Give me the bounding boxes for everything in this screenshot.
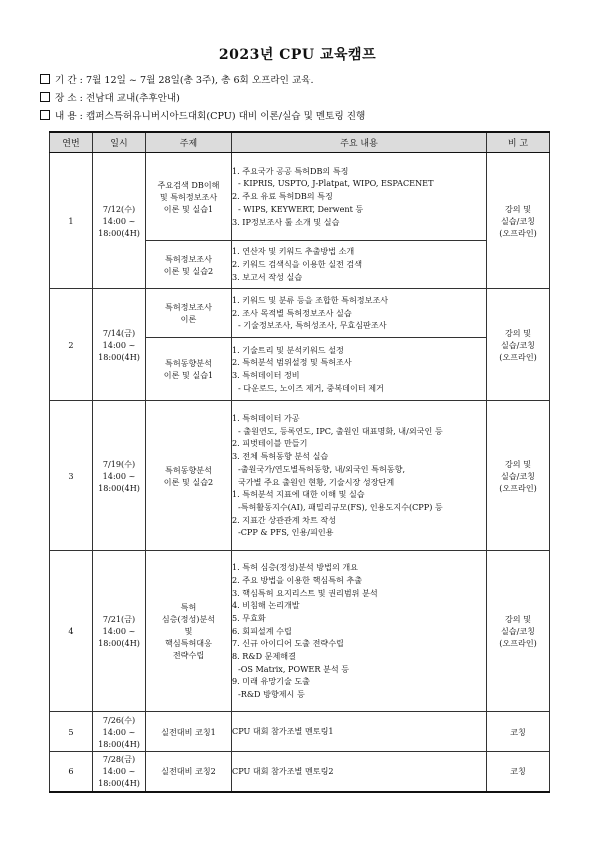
topic-line: 특허동향분석 bbox=[165, 358, 212, 368]
session-number: 1 bbox=[50, 153, 93, 289]
date-line: 7/26(수) bbox=[102, 714, 136, 725]
session-topic bbox=[146, 401, 232, 551]
date-line: 7/14(금) bbox=[102, 327, 136, 338]
content-line: - 기술정보조사, 특허성조사, 무효심판조사 bbox=[238, 320, 387, 331]
date-line: 14:00 ~ bbox=[102, 339, 136, 350]
content-line: 2. 지표간 상관관계 차트 작성 bbox=[232, 514, 337, 525]
content-line: CPU 대회 참가조별 멘토링2 bbox=[232, 765, 334, 776]
topic-line: 및 bbox=[184, 626, 193, 636]
date-line: 14:00 ~ bbox=[102, 766, 136, 777]
content-line: 8. R&D 문제해결 bbox=[232, 651, 296, 662]
content-line: 2. 피벗테이블 만들기 bbox=[232, 438, 308, 449]
content-line: 1. 기술트리 및 분석키워드 설정 bbox=[232, 344, 344, 355]
topic-line: 전략수립 bbox=[172, 650, 205, 660]
content-line: 3. IP정보조사 툴 소개 및 실습 bbox=[232, 216, 340, 227]
session-date bbox=[93, 752, 146, 792]
session-content bbox=[232, 752, 487, 792]
session-content bbox=[232, 289, 487, 338]
session-number: 5 bbox=[50, 712, 93, 752]
topic-line: 특허 bbox=[180, 602, 197, 612]
note-line: 강의 및 bbox=[504, 203, 532, 214]
checkbox-square-icon bbox=[40, 74, 50, 84]
note-line: (오프라인) bbox=[499, 227, 537, 238]
date-line: 7/12(수) bbox=[102, 203, 136, 214]
document-title: 2023년 CPU 교육캠프 bbox=[218, 47, 377, 63]
session-number: 2 bbox=[50, 289, 93, 401]
session-topic bbox=[146, 551, 232, 712]
content-line: 1. 특허분석 지표에 대한 이해 및 실습 bbox=[232, 489, 365, 500]
note-line: 코칭 bbox=[510, 766, 526, 777]
info-label: 기 간 : bbox=[55, 75, 83, 86]
content-line: -특허활동지수(AI), 패밀리규모(FS), 인용도지수(CPP) 등 bbox=[238, 501, 443, 512]
content-line: - WIPS, KEYWERT, Derwent 등 bbox=[238, 203, 364, 214]
date-line: 18:00(4H) bbox=[98, 638, 140, 648]
topic-line: 주요검색 DB이해 bbox=[157, 179, 220, 190]
content-line: -OS Matrix, POWER 분석 등 bbox=[238, 663, 350, 674]
date-line: 14:00 ~ bbox=[102, 726, 136, 737]
content-line: 2. 조사 목적별 특허정보조사 실습 bbox=[232, 307, 352, 318]
content-line: 1. 주요국가 공공 특허DB의 특징 bbox=[232, 165, 349, 176]
session-content bbox=[232, 241, 487, 289]
checkbox-square-icon bbox=[40, 110, 50, 120]
note-line: (오프라인) bbox=[499, 638, 537, 648]
info-value: 전남대 교내(추후안내) bbox=[85, 93, 180, 104]
content-line: 2. 키워드 검색식을 이용한 실전 검색 bbox=[232, 259, 363, 270]
content-line: 2. 주요 유료 특허DB의 특징 bbox=[232, 191, 333, 202]
note-line: 강의 및 bbox=[504, 458, 532, 469]
session-note bbox=[487, 401, 550, 551]
content-line: 1. 키워드 및 분류 등을 조합한 특허정보조사 bbox=[232, 294, 389, 305]
session-content bbox=[232, 338, 487, 401]
content-line: -출원국가/연도별특허동향, 내/외국인 특허동향, bbox=[238, 463, 406, 474]
date-line: 14:00 ~ bbox=[102, 215, 136, 226]
note-line: (오프라인) bbox=[499, 482, 537, 493]
info-label: 장 소 : bbox=[55, 93, 83, 104]
session-note bbox=[487, 289, 550, 401]
date-line: 7/21(금) bbox=[102, 614, 136, 624]
note-line: 실습/코칭 bbox=[500, 339, 535, 350]
content-line: 3. 전체 특허동향 분석 실습 bbox=[232, 451, 329, 462]
info-value: 캡퍼스특허유니버시아드대회(CPU) 대비 이론/실습 및 멘토링 진행 bbox=[85, 111, 366, 122]
schedule-table bbox=[49, 131, 550, 793]
date-line: 7/19(수) bbox=[102, 458, 136, 469]
note-line: 실습/코칭 bbox=[500, 215, 535, 226]
note-line: 코칭 bbox=[510, 726, 526, 737]
session-topic bbox=[146, 752, 232, 792]
topic-line: 이론 bbox=[180, 314, 197, 324]
session-note bbox=[487, 551, 550, 712]
note-line: (오프라인) bbox=[499, 351, 537, 362]
table-row bbox=[50, 551, 550, 712]
topic-line: 실전대비 코칭1 bbox=[161, 726, 216, 737]
date-line: 7/28(금) bbox=[102, 754, 136, 765]
session-topic bbox=[146, 338, 232, 401]
session-content bbox=[232, 401, 487, 551]
topic-line: 특허동향분석 bbox=[165, 464, 212, 475]
content-line: -CPP & PFS, 인용/피인용 bbox=[238, 527, 334, 538]
session-topic bbox=[146, 241, 232, 289]
topic-line: 특허정보조사 bbox=[165, 253, 212, 264]
session-note bbox=[487, 712, 550, 752]
session-date bbox=[93, 401, 146, 551]
topic-line: 핵심특허대응 bbox=[165, 638, 212, 648]
session-date bbox=[93, 712, 146, 752]
note-line: 실습/코칭 bbox=[500, 470, 535, 481]
table-row bbox=[50, 401, 550, 551]
table-row bbox=[50, 289, 550, 338]
content-line: - KIPRIS, USPTO, J-Platpat, WIPO, ESPACENET bbox=[238, 178, 434, 189]
session-note bbox=[487, 752, 550, 792]
topic-line: 심층(정성)분석 bbox=[161, 614, 216, 624]
content-line: 3. 핵심특허 요지리스트 및 권리범위 분석 bbox=[232, 587, 378, 598]
session-content bbox=[232, 153, 487, 241]
content-line: 국가별 주요 출원인 현황, 기술시장 성장단계 bbox=[238, 476, 395, 487]
content-line: 1. 특허데이터 가공 bbox=[232, 412, 300, 423]
content-line: -R&D 방향제시 등 bbox=[238, 689, 305, 700]
table-row bbox=[50, 752, 550, 792]
note-line: 강의 및 bbox=[504, 327, 532, 338]
info-period bbox=[40, 74, 314, 87]
content-line: 1. 연산자 및 키워드 추출방법 소개 bbox=[232, 246, 355, 257]
content-line: - 출원연도, 등록연도, IPC, 출원인 대표명화, 내/외국인 등 bbox=[238, 425, 443, 436]
topic-line: 이론 및 실습2 bbox=[163, 265, 214, 276]
content-line: 1. 특허 심층(정성)분석 방법의 개요 bbox=[232, 562, 358, 573]
session-content bbox=[232, 551, 487, 712]
table-row bbox=[50, 712, 550, 752]
session-note bbox=[487, 153, 550, 289]
info-value: 7월 12일 ~ 7월 28일(총 3주), 총 6회 오프라인 교육. bbox=[85, 75, 314, 86]
info-label: 내 용 : bbox=[55, 111, 83, 122]
content-line: 7. 신규 아이디어 도출 전략수립 bbox=[232, 638, 344, 649]
checkbox-square-icon bbox=[40, 92, 50, 102]
content-line: 3. 보고서 작성 실습 bbox=[232, 271, 303, 282]
session-date bbox=[93, 153, 146, 289]
content-line: 2. 특허분석 범위설정 및 특허조사 bbox=[232, 357, 352, 368]
date-line: 18:00(4H) bbox=[98, 738, 140, 749]
header-no: 연번 bbox=[50, 132, 93, 153]
note-line: 강의 및 bbox=[504, 614, 532, 624]
header-note: 비 고 bbox=[487, 132, 550, 153]
content-line: 6. 회피설계 수립 bbox=[232, 625, 292, 636]
session-number: 6 bbox=[50, 752, 93, 792]
session-topic bbox=[146, 153, 232, 241]
info-place bbox=[40, 92, 180, 105]
date-line: 18:00(4H) bbox=[98, 482, 140, 493]
note-line: 실습/코칭 bbox=[500, 626, 535, 636]
date-line: 18:00(4H) bbox=[98, 227, 140, 238]
date-line: 14:00 ~ bbox=[102, 470, 136, 481]
date-line: 18:00(4H) bbox=[98, 778, 140, 789]
header-date: 일시 bbox=[93, 132, 146, 153]
content-line: - 다운로드, 노이즈 제거, 중복데이터 제거 bbox=[238, 382, 384, 393]
topic-line: 실전대비 코칭2 bbox=[161, 766, 216, 777]
topic-line: 및 특허정보조사 bbox=[159, 191, 218, 202]
session-topic bbox=[146, 289, 232, 338]
session-date bbox=[93, 289, 146, 401]
header-content: 주요 내용 bbox=[232, 132, 487, 153]
session-number: 3 bbox=[50, 401, 93, 551]
session-number: 4 bbox=[50, 551, 93, 712]
content-line: CPU 대회 참가조별 멘토링1 bbox=[232, 726, 334, 737]
date-line: 18:00(4H) bbox=[98, 351, 140, 362]
content-line: 4. 비침해 논리개발 bbox=[232, 600, 300, 611]
content-line: 3. 특허데이터 정비 bbox=[232, 370, 300, 380]
content-line: 5. 무효화 bbox=[232, 612, 266, 623]
content-line: 9. 미래 유망기술 도출 bbox=[232, 676, 310, 687]
date-line: 14:00 ~ bbox=[102, 626, 136, 636]
topic-line: 특허정보조사 bbox=[165, 302, 212, 312]
session-date bbox=[93, 551, 146, 712]
topic-line: 이론 및 실습1 bbox=[163, 203, 214, 214]
info-content bbox=[40, 110, 365, 123]
session-topic bbox=[146, 712, 232, 752]
content-line: 2. 주요 방법을 이용한 핵심특허 추출 bbox=[232, 574, 363, 585]
topic-line: 이론 및 실습2 bbox=[163, 476, 214, 487]
session-content bbox=[232, 712, 487, 752]
table-header-row bbox=[50, 132, 550, 153]
table-row bbox=[50, 153, 550, 241]
topic-line: 이론 및 실습1 bbox=[163, 370, 214, 380]
header-topic: 주제 bbox=[146, 132, 232, 153]
